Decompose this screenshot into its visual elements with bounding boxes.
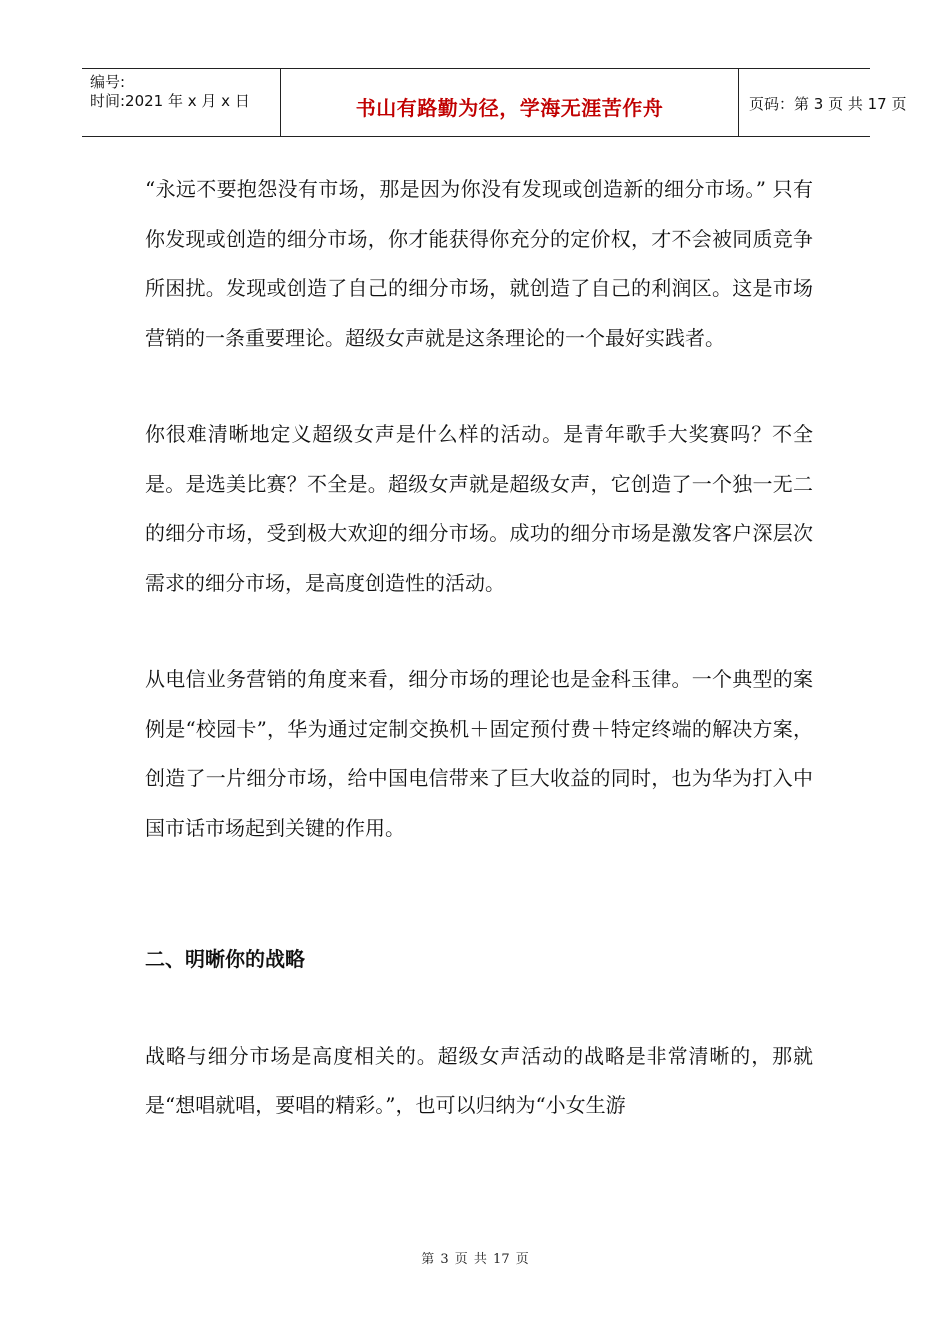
document-body [145, 165, 813, 1178]
body-paragraph-3: 从电信业务营销的角度来看，细分市场的理论也是金科玉律。一个典型的案例是“校园卡”，华为通过定制交换机＋固定预付费＋特定终端的解决方案，创造了一片细分市场，给中国电信带来了巨大收益的同时，也为华为打入中国市话市场起到关键的作用。 [145, 667, 813, 840]
body-paragraph-1: “永远不要抱怨没有市场，那是因为你没有发现或创造新的细分市场。” 只有你发现或创造的细分市场，你才能获得你充分的定价权，才不会被同质竞争所困扰。发现或创造了自己的细分市场，就创造了自己的利润区。这是市场营销的一条重要理论。超级女声就是这条理论的一个最好实践者。 [145, 177, 813, 350]
header-meta-cell [82, 69, 281, 136]
body-paragraph-4: 战略与细分市场是高度相关的。超级女声活动的战略是非常清晰的，那就是“想唱就唱，要唱的精彩。”，也可以归纳为“小女生游 [145, 1043, 813, 1117]
section-heading: 二、明晰你的战略 [145, 947, 305, 971]
page-header [82, 68, 907, 137]
document-number-label: 编号: [90, 73, 126, 91]
header-page-cell [739, 69, 907, 136]
header-page-info: 页码：第 3 页 共 17 页 [749, 95, 907, 113]
body-paragraph-2: 你很难清晰地定义超级女声是什么样的活动。是青年歌手大奖赛吗？不全是。是选美比赛？不全是。超级女声就是超级女声，它创造了一个独一无二的细分市场，受到极大欢迎的细分市场。成功的细分市场是激发客户深层次需求的细分市场，是高度创造性的活动。 [145, 422, 813, 595]
document-time-label: 时间:2021 年 x 月 x 日 [90, 92, 250, 110]
header-motto: 书山有路勤为径，学海无涯苦作舟 [355, 96, 664, 120]
header-motto-cell [281, 69, 739, 136]
page-footer: 第 3 页 共 17 页 [421, 1252, 529, 1267]
